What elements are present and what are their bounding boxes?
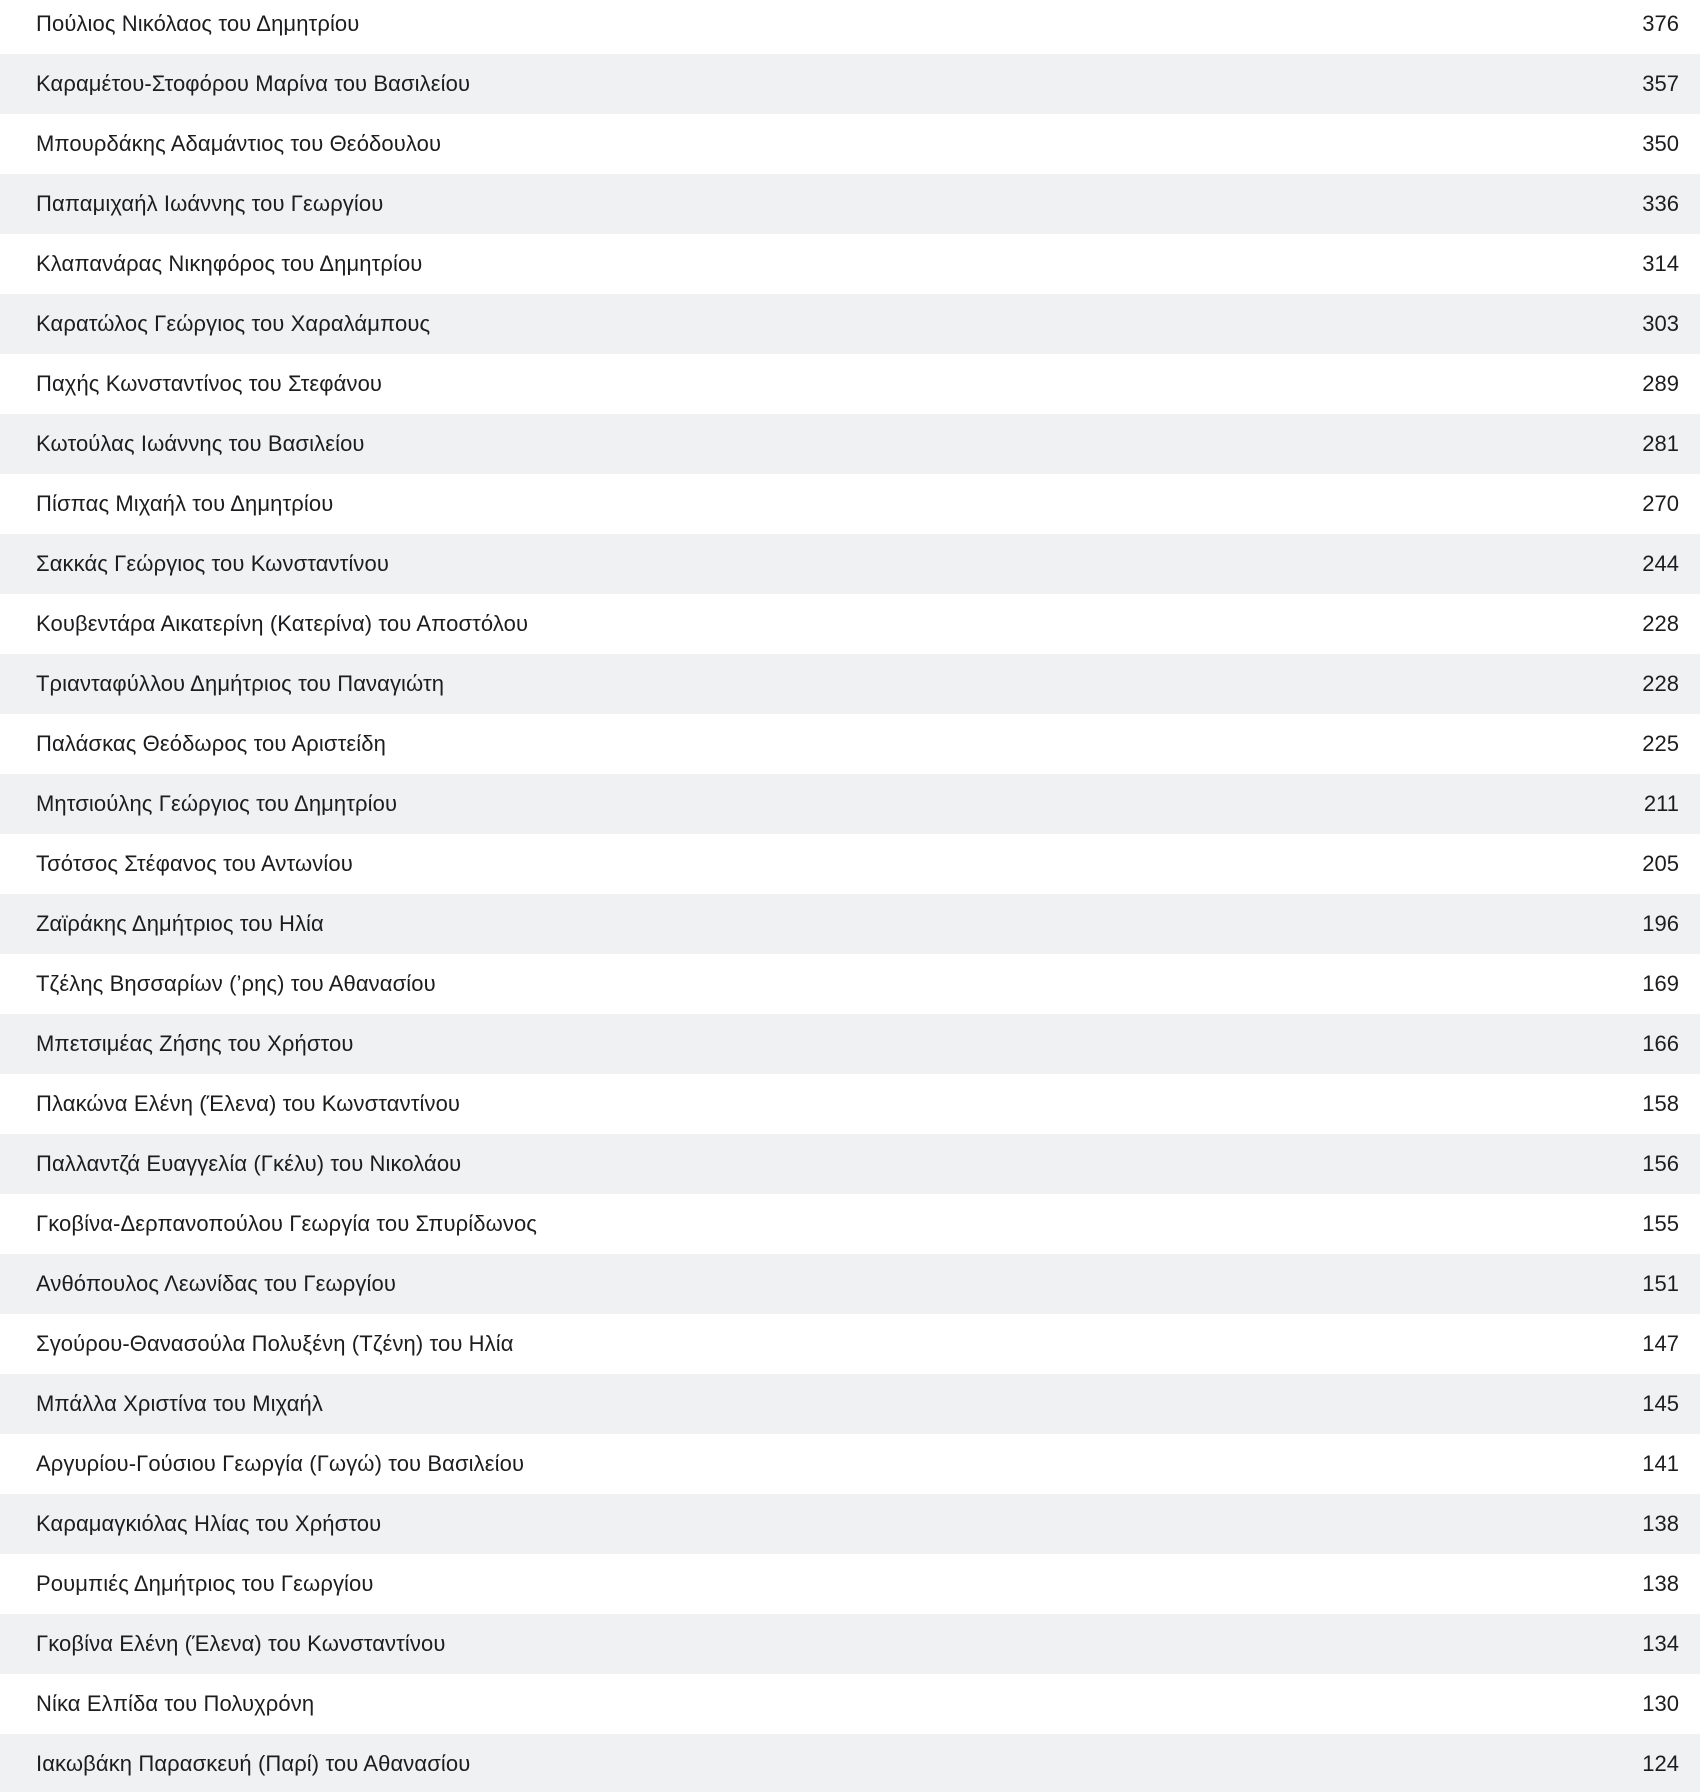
table-row <box>0 1314 1700 1374</box>
candidate-votes: 124 <box>1642 1751 1679 1776</box>
table-row <box>0 1074 1700 1134</box>
candidate-name: Σγούρου-Θανασούλα Πολυξένη (Τζένη) του Ηλία <box>36 1331 514 1356</box>
candidate-name: Καραμέτου-Στοφόρου Μαρίνα του Βασιλείου <box>36 71 471 96</box>
candidate-name: Ρουμπιές Δημήτριος του Γεωργίου <box>36 1571 374 1596</box>
candidate-votes: 336 <box>1642 191 1679 216</box>
candidate-name: Ζαϊράκης Δημήτριος του Ηλία <box>36 911 324 936</box>
table-row <box>0 414 1700 474</box>
table-row <box>0 954 1700 1014</box>
candidate-name: Μπετσιμέας Ζήσης του Χρήστου <box>36 1031 354 1056</box>
table-row <box>0 354 1700 414</box>
table-row <box>0 1674 1700 1734</box>
candidate-name: Παπαμιχαήλ Ιωάννης του Γεωργίου <box>36 191 384 216</box>
table-row <box>0 474 1700 534</box>
candidate-votes: 151 <box>1642 1271 1679 1296</box>
candidate-votes: 138 <box>1642 1571 1679 1596</box>
candidate-name: Τσότσος Στέφανος του Αντωνίου <box>36 851 353 876</box>
table-row <box>0 234 1700 294</box>
table-row <box>0 534 1700 594</box>
candidate-name: Παχής Κωνσταντίνος του Στεφάνου <box>36 371 383 396</box>
candidate-votes: 281 <box>1642 431 1679 456</box>
candidate-name: Ιακωβάκη Παρασκευή (Παρί) του Αθανασίου <box>36 1751 471 1776</box>
candidate-votes: 147 <box>1642 1331 1679 1356</box>
candidate-name: Γκοβίνα Ελένη (Έλενα) του Κωνσταντίνου <box>36 1631 446 1656</box>
candidate-name: Πούλιος Νικόλαος του Δημητρίου <box>36 11 360 36</box>
table-row <box>0 1614 1700 1674</box>
candidate-name: Παλλαντζά Ευαγγελία (Γκέλυ) του Νικολάου <box>36 1151 462 1176</box>
table-row <box>0 1434 1700 1494</box>
candidate-votes: 357 <box>1642 71 1679 96</box>
candidate-name: Τζέλης Βησσαρίων (’ρης) του Αθανασίου <box>36 971 436 996</box>
candidate-votes: 130 <box>1642 1691 1679 1716</box>
table-row <box>0 1494 1700 1554</box>
candidate-votes: 211 <box>1643 791 1679 816</box>
candidate-name: Αργυρίου-Γούσιου Γεωργία (Γωγώ) του Βασιλείου <box>36 1451 525 1476</box>
candidate-votes: 228 <box>1642 671 1679 696</box>
table-row <box>0 1194 1700 1254</box>
candidate-name: Πίσπας Μιχαήλ του Δημητρίου <box>36 491 334 516</box>
candidate-name: Παλάσκας Θεόδωρος του Αριστείδη <box>36 731 386 756</box>
table-row <box>0 894 1700 954</box>
table-row <box>0 774 1700 834</box>
candidate-name: Πλακώνα Ελένη (Έλενα) του Κωνσταντίνου <box>36 1091 461 1116</box>
candidate-votes: 350 <box>1642 131 1679 156</box>
candidate-votes: 303 <box>1642 311 1679 336</box>
candidate-votes: 138 <box>1642 1511 1679 1536</box>
candidate-name: Κωτούλας Ιωάννης του Βασιλείου <box>36 431 365 456</box>
candidate-name: Καραμαγκιόλας Ηλίας του Χρήστου <box>36 1511 382 1536</box>
table-row <box>0 114 1700 174</box>
candidate-votes: 166 <box>1642 1031 1679 1056</box>
table-row <box>0 54 1700 114</box>
candidate-name: Μπάλλα Χριστίνα του Μιχαήλ <box>36 1391 323 1416</box>
candidate-votes: 205 <box>1642 851 1679 876</box>
candidate-votes: 228 <box>1642 611 1679 636</box>
candidate-name: Κλαπανάρας Νικηφόρος του Δημητρίου <box>36 251 423 276</box>
candidate-votes: 156 <box>1642 1151 1679 1176</box>
table-row <box>0 834 1700 894</box>
candidate-name: Νίκα Ελπίδα του Πολυχρόνη <box>36 1691 315 1716</box>
candidate-name: Τριανταφύλλου Δημήτριος του Παναγιώτη <box>36 671 445 696</box>
candidate-name: Ανθόπουλος Λεωνίδας του Γεωργίου <box>36 1271 396 1296</box>
candidate-votes: 196 <box>1642 911 1679 936</box>
table-row <box>0 174 1700 234</box>
candidate-votes: 376 <box>1642 11 1679 36</box>
table-row <box>0 714 1700 774</box>
candidate-name: Καρατώλος Γεώργιος του Χαραλάμπους <box>36 311 431 336</box>
candidate-name: Κουβεντάρα Αικατερίνη (Κατερίνα) του Αποστόλου <box>36 611 529 636</box>
table-row <box>0 1734 1700 1792</box>
candidate-votes: 314 <box>1642 251 1679 276</box>
candidate-votes: 225 <box>1642 731 1679 756</box>
candidate-votes: 134 <box>1642 1631 1679 1656</box>
candidate-votes: 270 <box>1642 491 1679 516</box>
table-row <box>0 1014 1700 1074</box>
table-row <box>0 1374 1700 1434</box>
table-row <box>0 594 1700 654</box>
candidate-votes: 155 <box>1642 1211 1679 1236</box>
table-row <box>0 1554 1700 1614</box>
candidate-votes: 289 <box>1642 371 1679 396</box>
candidate-name: Μπουρδάκης Αδαμάντιος του Θεόδουλου <box>36 131 442 156</box>
candidate-votes: 169 <box>1642 971 1679 996</box>
table-row <box>0 0 1700 54</box>
table-row <box>0 1134 1700 1194</box>
table-row <box>0 294 1700 354</box>
table-row <box>0 1254 1700 1314</box>
candidate-votes: 141 <box>1642 1451 1679 1476</box>
candidate-name: Σακκάς Γεώργιος του Κωνσταντίνου <box>36 551 389 576</box>
candidate-name: Γκοβίνα-Δερπανοπούλου Γεωργία του Σπυρίδωνος <box>36 1211 537 1236</box>
table-row <box>0 654 1700 714</box>
candidate-name: Μητσιούλης Γεώργιος του Δημητρίου <box>36 791 398 816</box>
candidate-votes: 244 <box>1642 551 1679 576</box>
candidate-votes: 145 <box>1642 1391 1679 1416</box>
candidate-votes: 158 <box>1642 1091 1679 1116</box>
